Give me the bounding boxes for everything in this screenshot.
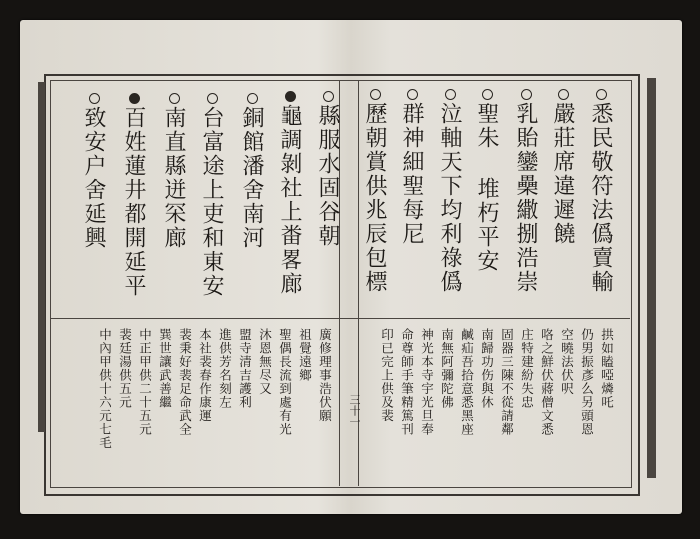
right-lower-col-8: 鹹疝吾拾意悉黑座	[459, 328, 475, 436]
left-upper-col-7: 致安户舍延興	[81, 106, 106, 250]
left-upper-col-3: 銅館潘舍南河	[239, 106, 264, 250]
left-lower-col-5: 盟寺清吉護利	[237, 328, 253, 409]
left-lower-col-6: 進供芳名刻左	[217, 328, 233, 409]
spine-page-number: 三十一	[348, 394, 361, 427]
column-dot	[370, 89, 381, 100]
column-dot	[596, 89, 607, 100]
left-lower-col-10: 中正甲供二十五元	[137, 328, 153, 436]
right-upper-col-3: 乳貽鑾櫐繖捌浩崇	[513, 102, 538, 294]
left-upper-col-2: 龜調剝社上畨畧廊	[277, 104, 302, 296]
right-upper-col-1: 悉民敬符法僞賣輸	[588, 102, 613, 294]
right-upper-col-6: 群神細聖每尼	[399, 102, 424, 246]
left-lower-col-1: 廣修理事浩伏願	[317, 328, 333, 423]
right-upper-col-5: 泣軸天下均利祿僞	[437, 102, 462, 294]
right-upper-col-4: 聖朱 堆朽平安	[474, 102, 499, 273]
left-lower-col-12: 中內甲供十六元七毛	[97, 328, 113, 450]
column-dot	[521, 89, 532, 100]
column-dot	[207, 93, 218, 104]
column-dot	[247, 93, 258, 104]
left-lower-col-4: 沐恩無尽又	[257, 328, 273, 396]
left-upper-col-1: 縣服水固谷朝	[315, 104, 340, 248]
column-dot	[169, 93, 180, 104]
column-dot	[482, 89, 493, 100]
right-lower-col-5: 庄特建紛失忠	[519, 328, 535, 409]
left-lower-col-8: 裴秉好裴足命武全	[177, 328, 193, 436]
right-lower-col-10: 神光本寺宇光旦奉	[419, 328, 435, 436]
right-edge-border	[647, 78, 656, 478]
right-lower-col-2: 仍男振彥么另頭恩	[579, 328, 595, 436]
right-lower-col-9: 南無阿彌陀佛	[439, 328, 455, 409]
column-dot	[407, 89, 418, 100]
left-lower-col-3: 聖偶長流到處有光	[277, 328, 293, 436]
left-lower-col-7: 本社裴春作康運	[197, 328, 213, 423]
right-upper-col-2: 嚴莊席違遲饒	[550, 102, 575, 246]
column-dot	[445, 89, 456, 100]
left-lower-col-11: 裴廷湯供五元	[117, 328, 133, 409]
column-dot	[129, 93, 140, 104]
left-edge-border	[38, 82, 45, 432]
left-lower-col-2: 祖覺遠鄉	[297, 328, 313, 382]
right-lower-col-4: 咯之鮮伏蔣僧文悉	[539, 328, 555, 436]
left-lower-col-9: 巽世讓武善繼	[157, 328, 173, 409]
left-upper-col-6: 百姓蓮井都開延平	[121, 106, 146, 298]
right-lower-col-11: 命尊師手筆精篤刊	[399, 328, 415, 436]
column-dot	[89, 93, 100, 104]
column-dot	[285, 91, 296, 102]
right-lower-col-6: 固器三陳不從請鄰	[499, 328, 515, 436]
right-lower-col-12: 印已完上供及裴	[379, 328, 395, 423]
right-lower-col-1: 拱如瞌啞燐吒	[599, 328, 615, 409]
right-lower-col-3: 空曉法伏呎	[559, 328, 575, 396]
column-dot	[323, 91, 334, 102]
column-dot	[558, 89, 569, 100]
left-upper-col-5: 南直縣迸罙廊	[161, 106, 186, 250]
left-upper-col-4: 台富途上吏和東安	[199, 106, 224, 298]
right-lower-col-7: 南歸功伤與休	[479, 328, 495, 409]
right-upper-col-7: 歷朝賞供兆辰包標	[362, 102, 387, 294]
